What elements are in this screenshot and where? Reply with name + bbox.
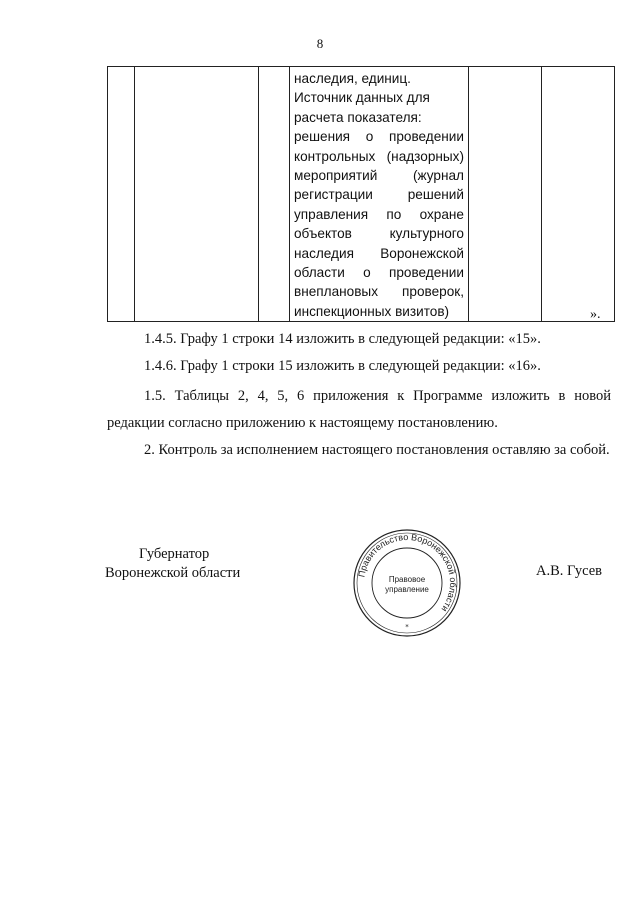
table-cell-empty: [542, 67, 615, 322]
table-cell-empty: [108, 67, 135, 322]
table-cell-empty: [469, 67, 542, 322]
table-text-line: контрольных (надзорных): [294, 148, 464, 164]
table-text-line: решения о проведении: [294, 129, 464, 145]
seal-inner-line-1: Правовое: [388, 575, 426, 584]
table-text-line: области о проведении: [294, 265, 464, 281]
seal-inner-line-2: управление: [385, 585, 429, 594]
official-seal: [352, 528, 462, 638]
table-cell-empty: [259, 67, 290, 322]
seal-outer-text: Правительство Воронежской области: [356, 531, 459, 614]
paragraph-1-4-6: 1.4.6. Графу 1 строки 15 изложить в следующей редакции: «16».: [144, 358, 541, 374]
table-text-line: регистрации решений: [294, 187, 464, 203]
table-cell-description: [290, 67, 469, 322]
closing-quote: ».: [590, 307, 601, 322]
page-number: 8: [316, 36, 324, 51]
signatory-title-line-1: Губернатор: [139, 546, 210, 562]
table-text-line: Источник данных для: [294, 90, 430, 106]
table-text-line: наследия, единиц.: [294, 71, 411, 86]
table-text-line: объектов культурного: [294, 226, 464, 242]
paragraph-1-4-5: 1.4.5. Графу 1 строки 14 изложить в следующей редакции: «15».: [144, 331, 541, 347]
paragraph-2: 2. Контроль за исполнением настоящего постановления оставляю за собой.: [144, 442, 610, 458]
table-text-line: мероприятий (журнал: [294, 168, 464, 184]
indicator-table: [107, 66, 615, 322]
table-row: [108, 67, 615, 322]
table-cell-empty: [135, 67, 259, 322]
paragraph-1-5: 1.5. Таблицы 2, 4, 5, 6 приложения к Программе изложить в новой редакции согласно приложению к настоящему постановлению.: [107, 388, 611, 431]
indicator-source-text: [290, 67, 468, 321]
signatory-title: [105, 545, 240, 583]
signatory-title-line-2: Воронежской области: [105, 565, 241, 581]
table-text-line: внеплановых проверок,: [294, 284, 464, 300]
seal-star-icon: *: [405, 623, 409, 631]
table-text-line: инспекционных визитов): [294, 303, 450, 319]
table-text-line: наследия Воронежской: [294, 245, 464, 261]
table-text-line: управления по охране: [294, 206, 464, 222]
table-text-line: расчета показателя:: [294, 109, 422, 125]
signatory-name: А.В. Гусев: [536, 563, 602, 579]
